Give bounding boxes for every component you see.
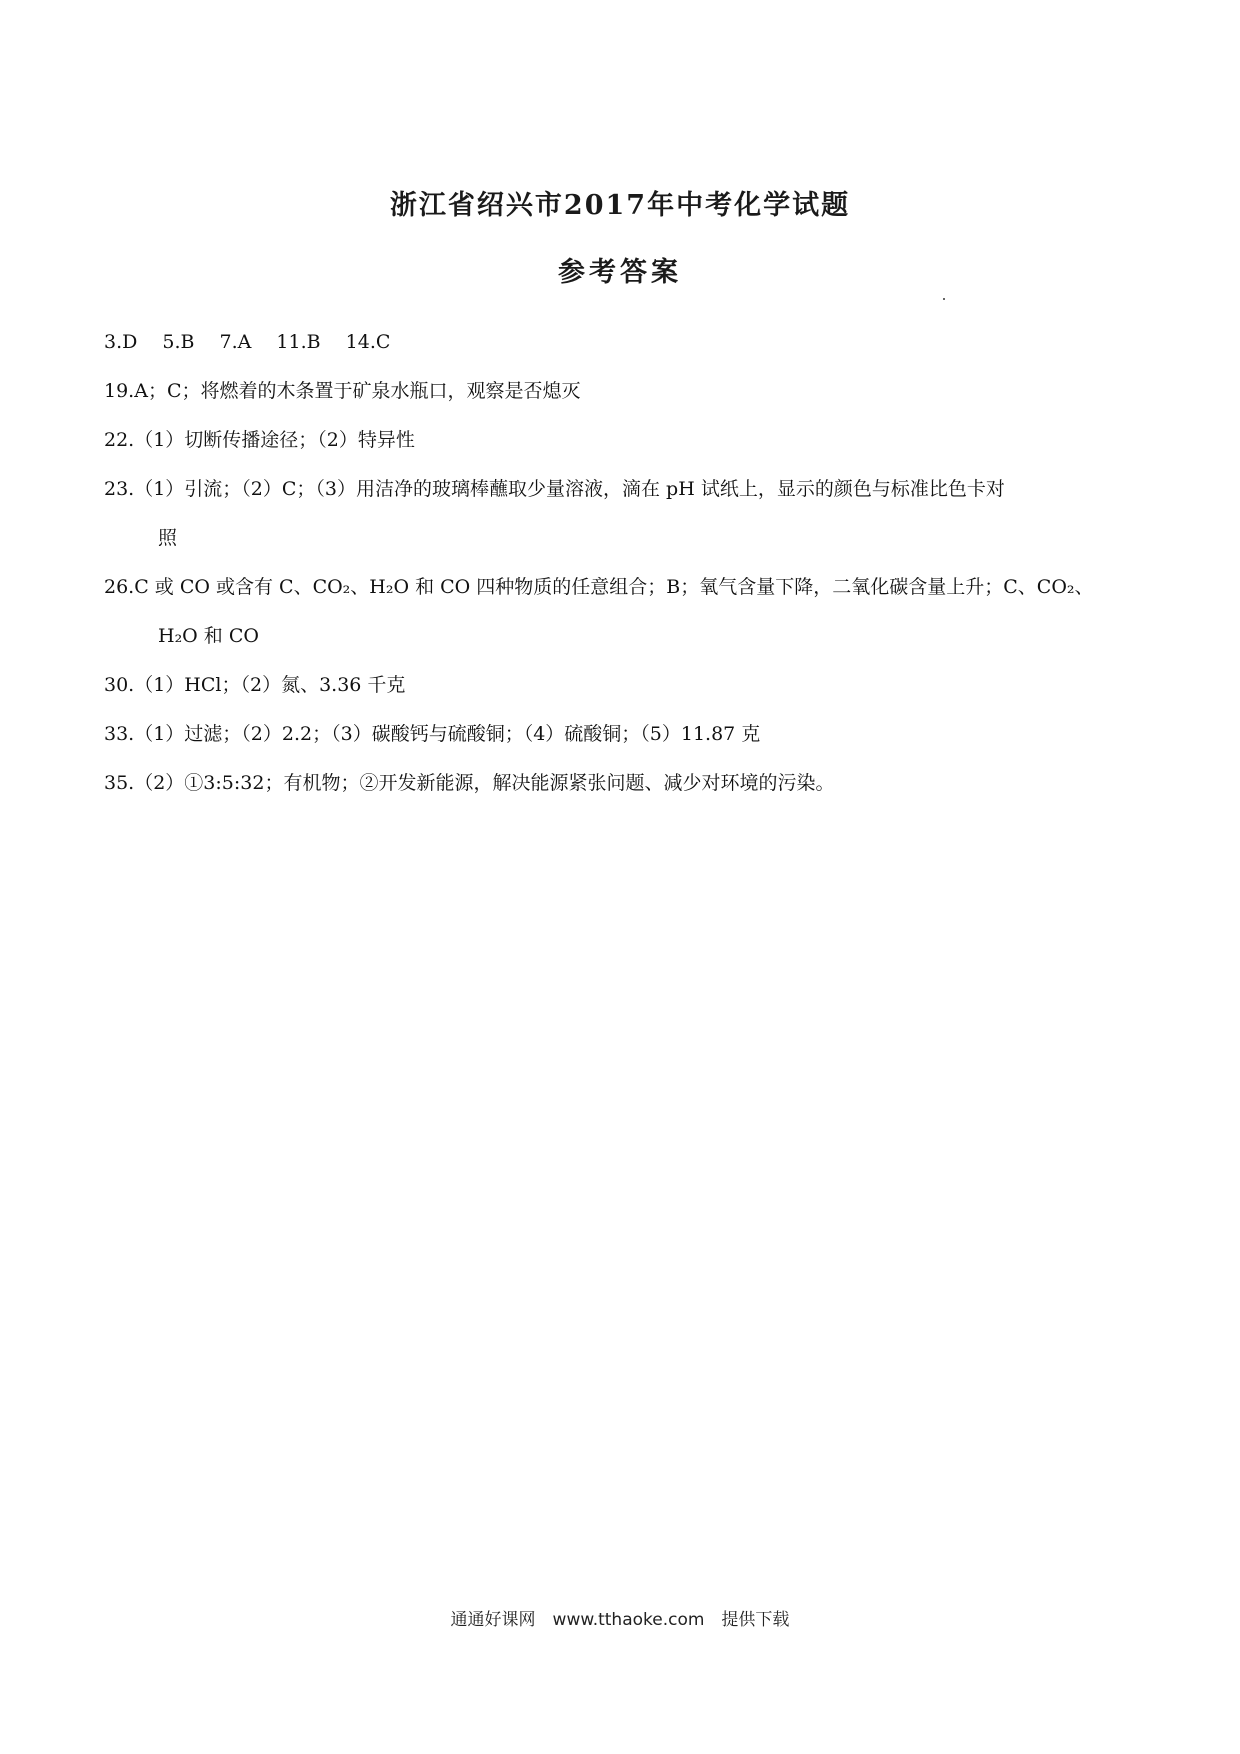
answer-line-choice: 3.D 5.B 7.A 11.B 14.C	[104, 331, 391, 353]
answer-list	[104, 318, 1134, 808]
page-title: 浙江省绍兴市2017年中考化学试题	[389, 190, 851, 221]
scan-speck	[943, 298, 945, 300]
page-subtitle: 参考答案	[558, 257, 682, 288]
answer-line-22: 22.（1）切断传播途径；（2）特异性	[104, 429, 415, 451]
page-footer: 通通好课网 www.tthaoke.com 提供下载	[450, 1610, 790, 1630]
answer-line-26-continued: H₂O 和 CO	[158, 625, 259, 647]
answer-line-23: 23.（1）引流；（2）C；（3）用洁净的玻璃棒蘸取少量溶液，滴在 pH 试纸上，显示的颜色与标准比色卡对	[104, 478, 1005, 500]
answer-line-33: 33.（1）过滤；（2）2.2；（3）碳酸钙与硫酸铜；（4）硫酸铜；（5）11.87 克	[104, 723, 761, 745]
answer-line-35: 35.（2）①3:5:32；有机物；②开发新能源，解决能源紧张问题、减少对环境的污染。	[104, 772, 835, 794]
answer-line-23-continued: 照	[158, 527, 178, 549]
answer-line-30: 30.（1）HCl；（2）氮、3.36 千克	[104, 674, 406, 696]
answer-line-19: 19.A；C；将燃着的木条置于矿泉水瓶口，观察是否熄灭	[104, 380, 581, 402]
answer-line-26: 26.C 或 CO 或含有 C、CO₂、H₂O 和 CO 四种物质的任意组合；B；氧气含量下降，二氧化碳含量上升；C、CO₂、	[104, 576, 1094, 598]
